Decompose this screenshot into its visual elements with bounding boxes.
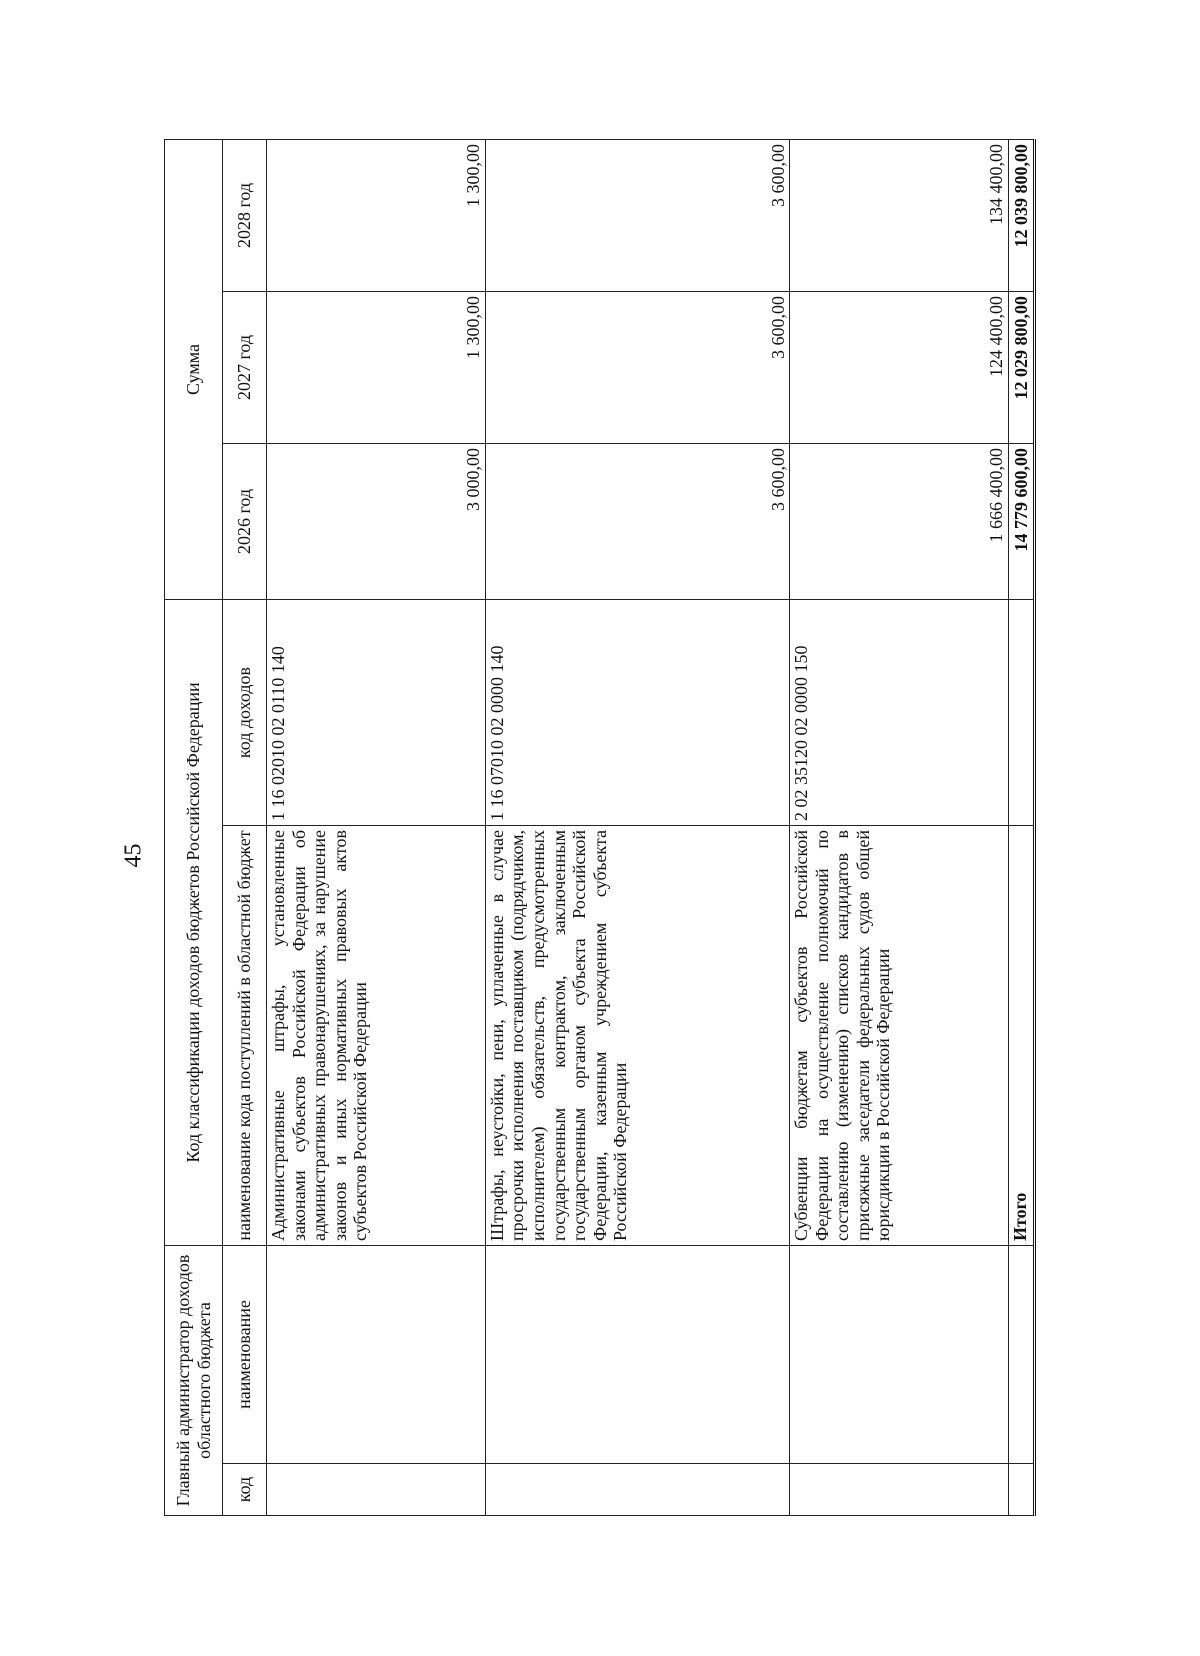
header-admin-code: код xyxy=(223,1464,267,1516)
row-revenue-name: Субвенции бюджетам субъектов Российской Федерации на осуществление полномочий по составлению (изменению) списков кандидатов в присяжные заседатели федеральных судов общей юрисдикции в Российской Федерации xyxy=(790,826,1009,1246)
row-amount-2026: 3 600,00 xyxy=(485,444,789,600)
header-classification-name: наименование кода поступлений в областной бюджет xyxy=(223,826,267,1246)
row-amount-2027: 1 300,00 xyxy=(267,292,486,444)
row-amount-2026: 1 666 400,00 xyxy=(790,444,1009,600)
table-row xyxy=(267,139,486,1515)
row-amount-2027: 124 400,00 xyxy=(790,292,1009,444)
row-amount-2026: 3 000,00 xyxy=(267,444,486,600)
total-admin-name xyxy=(1009,1246,1035,1464)
row-revenue-code: 1 16 07010 02 0000 140 xyxy=(485,600,789,826)
row-admin-name xyxy=(485,1246,789,1464)
header-sum-group: Сумма xyxy=(165,139,223,599)
header-admin-name: наименование xyxy=(223,1246,267,1464)
row-revenue-name: Штрафы, неустойки, пени, уплаченные в случае просрочки исполнения поставщиком (подрядчиком, исполнителем) обязательств, предусмотренных государственным контрактом, заключенным государственным органом субъекта Российской Федерации, казенным учреждением субъекта Российской Федерации xyxy=(485,826,789,1246)
total-amount-2026: 14 779 600,00 xyxy=(1009,444,1035,600)
row-admin-code xyxy=(485,1464,789,1516)
header-admin-group: Главный администратор доходов областного бюджета xyxy=(165,1246,223,1516)
row-amount-2028: 3 600,00 xyxy=(485,139,789,291)
row-admin-code xyxy=(267,1464,486,1516)
header-classification-group: Код классификации доходов бюджетов Российской Федерации xyxy=(165,600,223,1246)
page-number: 45 xyxy=(120,843,147,868)
total-row xyxy=(1009,139,1035,1515)
row-amount-2027: 3 600,00 xyxy=(485,292,789,444)
row-admin-name xyxy=(267,1246,486,1464)
total-amount-2028: 12 039 800,00 xyxy=(1009,139,1035,291)
header-classification-code: код доходов xyxy=(223,600,267,826)
row-amount-2028: 134 400,00 xyxy=(790,139,1009,291)
header-year-2027: 2027 год xyxy=(223,292,267,444)
header-year-2026: 2026 год xyxy=(223,444,267,600)
row-amount-2028: 1 300,00 xyxy=(267,139,486,291)
row-revenue-name: Административные штрафы, установленные законами субъектов Российской Федерации об административных правонарушениях, за нарушение законов и иных нормативных правовых актов субъектов Российской Федерации xyxy=(267,826,486,1246)
header-year-2028: 2028 год xyxy=(223,139,267,291)
total-amount-2027: 12 029 800,00 xyxy=(1009,292,1035,444)
row-admin-name xyxy=(790,1246,1009,1464)
table-row xyxy=(790,139,1009,1515)
row-revenue-code: 2 02 35120 02 0000 150 xyxy=(790,600,1009,826)
row-revenue-code: 1 16 02010 02 0110 140 xyxy=(267,600,486,826)
total-code xyxy=(1009,600,1035,826)
table-row xyxy=(485,139,789,1515)
row-admin-code xyxy=(790,1464,1009,1516)
rotated-table-container xyxy=(164,140,1036,1516)
budget-revenue-table xyxy=(164,139,1036,1516)
total-admin-code xyxy=(1009,1464,1035,1516)
total-label: Итого xyxy=(1009,826,1035,1246)
